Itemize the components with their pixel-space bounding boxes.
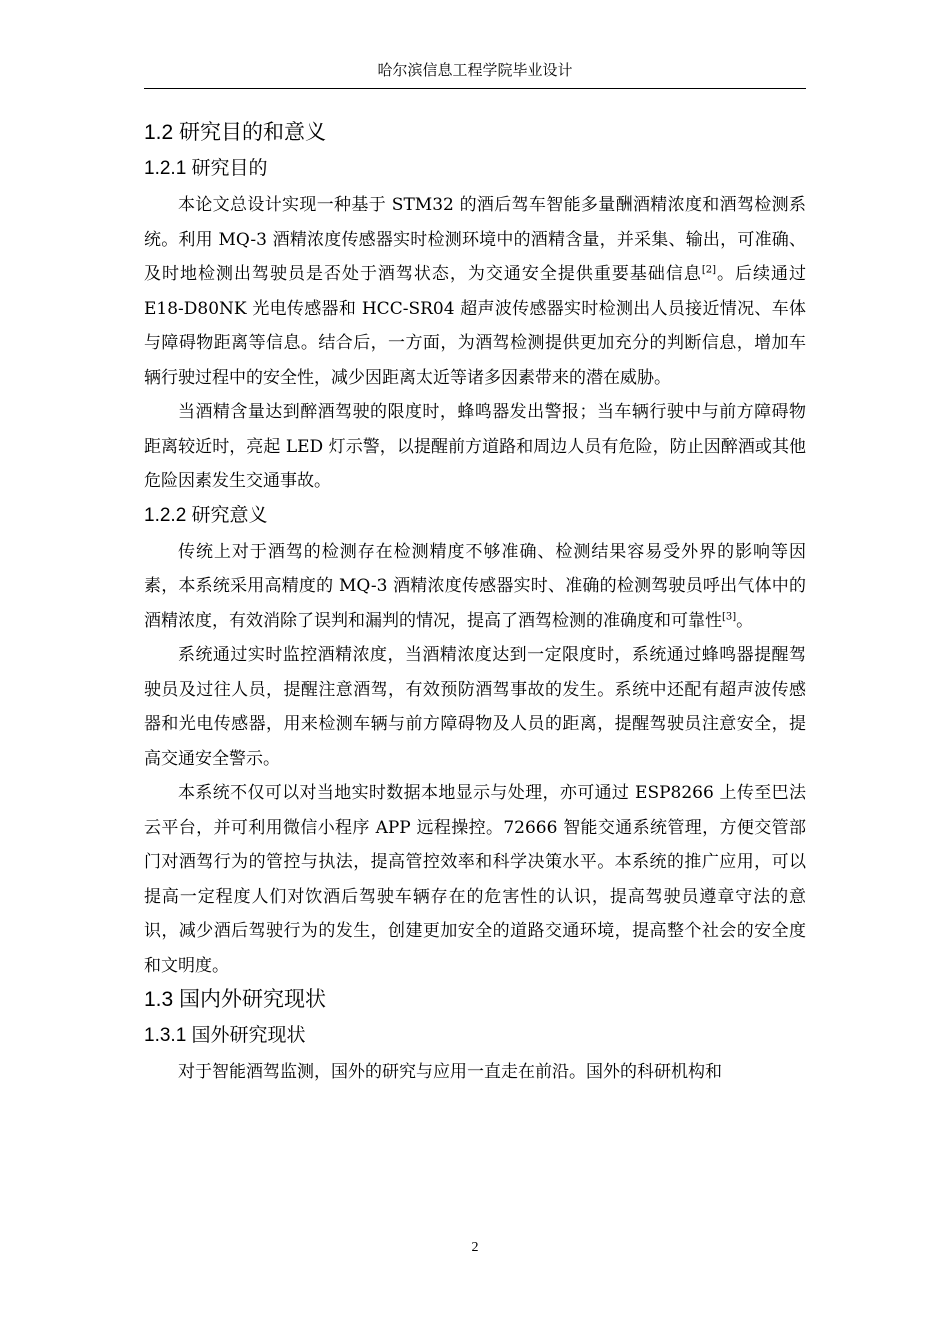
citation-ref: [2]	[701, 264, 717, 276]
section-heading-1-2-2: 1.2.2 研究意义	[144, 504, 268, 526]
paragraph: 本系统不仅可以对当地实时数据本地显示与处理，亦可通过 ESP8266 上传至巴法云平台，并可利用微信小程序 APP 远程操控。72666 智能交通系统管理，方便交管部门对酒驾行为的管控与执法，提高管控效率和科学决策水平。本系统的推广应用，可以提高一定程度人们对饮酒后驾驶车辆存在的危害性的认识，提高驾驶员遵章守法的意识，减少酒后驾驶行为的发生，创建更加安全的道路交通环境，提高整个社会的安全度和文明度。	[144, 783, 806, 976]
paragraph-text: 本论文总设计实现一种基于 STM32 的酒后驾车智能多量酬酒精浓度和酒驾检测系统。利用 MQ-3 酒精浓度传感器实时检测环境中的酒精含量，并采集、输出，可准确、及时地检测出驾驶员是否处于酒驾状态，为交通安全提供重要基础信息	[144, 195, 806, 284]
paragraph	[144, 188, 806, 395]
header-divider	[144, 88, 806, 89]
paragraph-text: 传统上对于酒驾的检测存在检测精度不够准确、检测结果容易受外界的影响等因素，本系统采用高精度的 MQ-3 酒精浓度传感器实时、准确的检测驾驶员呼出气体中的酒精浓度，有效消除了误判和漏判的情况，提高了酒驾检测的准确度和可靠性	[144, 541, 806, 631]
page-number: 2	[471, 1240, 479, 1255]
paragraph-text: 。	[736, 610, 754, 631]
paragraph-text: 。后续通过 E18-D80NK 光电传感器和 HCC-SR04 超声波传感器实时检测出人员接近情况、车体与障碍物距离等信息。结合后，一方面，为酒驾检测提供更加充分的判断信息，增加车辆行驶过程中的安全性，减少因距离太近等诸多因素带来的潜在威胁。	[144, 264, 807, 388]
section-heading-1-2-1: 1.2.1 研究目的	[144, 158, 268, 179]
paragraph	[144, 535, 806, 639]
section-heading-1-3-1: 1.3.1 国外研究现状	[144, 1025, 306, 1046]
citation-ref: [3]	[722, 610, 737, 622]
section-heading-1-3: 1.3 国内外研究现状	[144, 988, 327, 1011]
section-heading-1-2: 1.2 研究目的和意义	[144, 121, 327, 144]
page-body	[144, 116, 806, 1090]
paragraph: 系统通过实时监控酒精浓度，当酒精浓度达到一定限度时，系统通过蜂鸣器提醒驾驶员及过往人员，提醒注意酒驾，有效预防酒驾事故的发生。系统中还配有超声波传感器和光电传感器，用来检测车辆与前方障碍物及人员的距离，提醒驾驶员注意安全，提高交通安全警示。	[144, 645, 806, 769]
paragraph: 当酒精含量达到醉酒驾驶的限度时，蜂鸣器发出警报；当车辆行驶中与前方障碍物距离较近时，亮起 LED 灯示警，以提醒前方道路和周边人员有危险，防止因醉酒或其他危险因素发生交通事故。	[144, 402, 806, 491]
paragraph: 对于智能酒驾监测，国外的研究与应用一直走在前沿。国外的科研机构和	[178, 1062, 722, 1082]
page-header: 哈尔滨信息工程学院毕业设计	[377, 61, 573, 79]
